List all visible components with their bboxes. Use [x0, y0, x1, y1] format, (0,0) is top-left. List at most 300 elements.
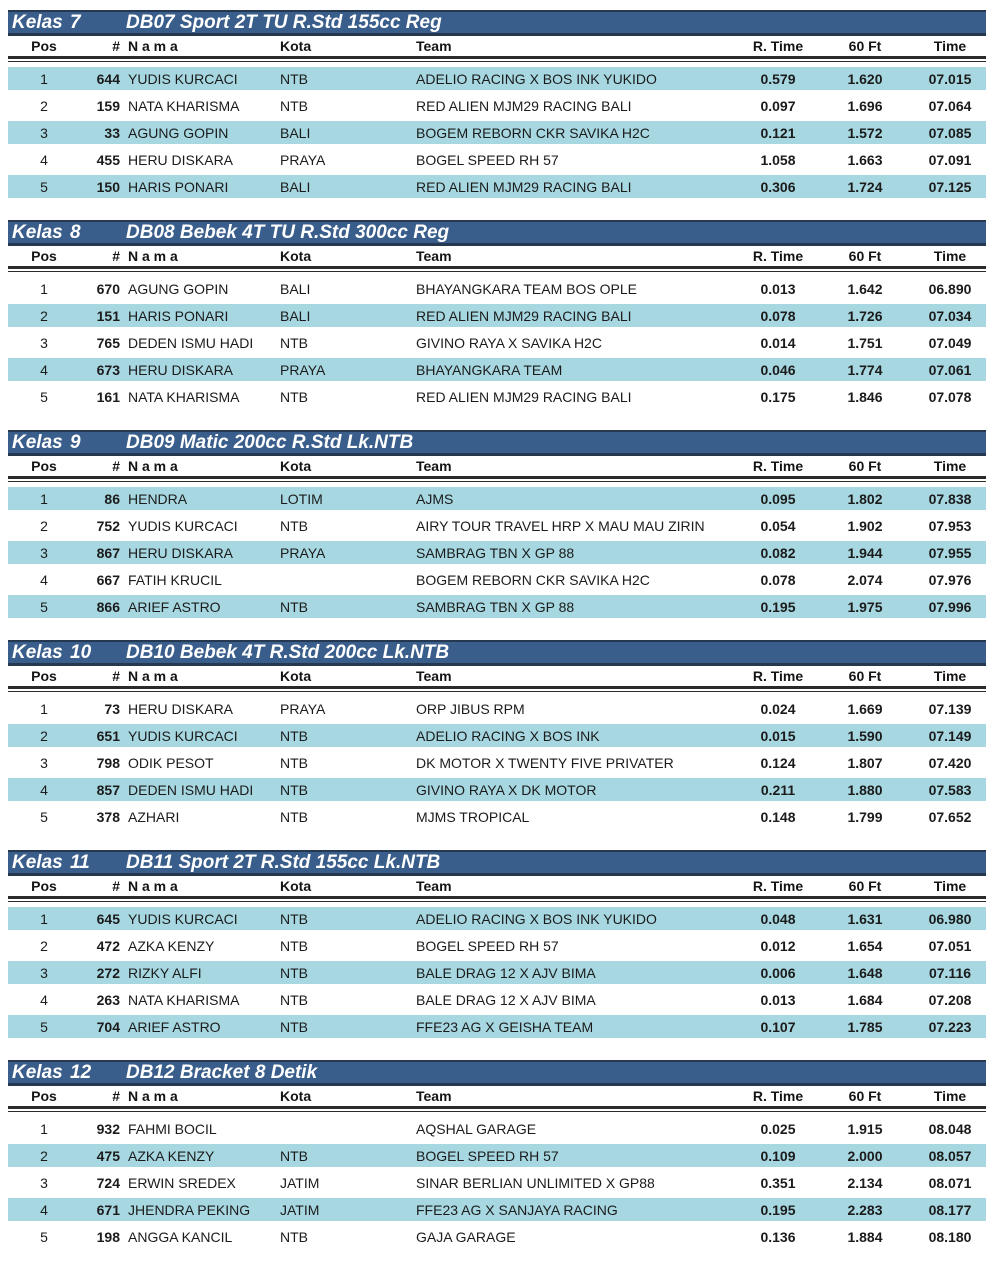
column-header-number: # [112, 458, 120, 474]
kelas-label: Kelas [12, 1062, 63, 1083]
cell-rtime: 0.121 [760, 124, 796, 141]
cell-kota: NTB [280, 754, 308, 771]
cell-kota: PRAYA [280, 361, 326, 378]
cell-60ft: 2.283 [847, 1201, 883, 1218]
result-row [8, 751, 986, 774]
cell-60ft: 1.590 [847, 727, 883, 744]
cell-rtime: 0.148 [760, 808, 796, 825]
column-header-60ft: 60 Ft [848, 458, 882, 474]
cell-time: 07.034 [928, 307, 972, 324]
cell-time: 07.091 [928, 151, 972, 168]
cell-kota: NTB [280, 781, 308, 798]
cell-team: AQSHAL GARAGE [416, 1120, 537, 1137]
column-header-row [8, 876, 986, 896]
cell-60ft: 1.799 [847, 808, 883, 825]
cell-time: 07.078 [928, 388, 972, 405]
cell-time: 08.071 [928, 1174, 972, 1191]
cell-team: SAMBRAG TBN X GP 88 [416, 598, 575, 615]
cell-team: GIVINO RAYA X DK MOTOR [416, 781, 597, 798]
column-header-team: Team [416, 668, 452, 684]
cell-pos: 2 [40, 937, 48, 954]
column-header-pos: Pos [31, 458, 57, 474]
result-row [8, 1171, 986, 1194]
cell-kota: BALI [280, 280, 311, 297]
cell-60ft: 1.724 [847, 178, 883, 195]
cell-time: 07.953 [928, 517, 972, 534]
cell-time: 07.125 [928, 178, 972, 195]
cell-60ft: 2.074 [847, 571, 883, 588]
cell-number: 644 [96, 70, 120, 87]
cell-rtime: 0.579 [760, 70, 796, 87]
cell-kota: NTB [280, 334, 308, 351]
cell-nama: AZKA KENZY [128, 1147, 215, 1164]
cell-pos: 1 [40, 1120, 48, 1137]
cell-team: RED ALIEN MJM29 RACING BALI [416, 178, 632, 195]
cell-60ft: 1.642 [847, 280, 883, 297]
cell-rtime: 0.025 [760, 1120, 796, 1137]
cell-pos: 3 [40, 124, 48, 141]
cell-number: 33 [104, 124, 120, 141]
kelas-header-bar [8, 850, 986, 876]
cell-team: BOGEL SPEED RH 57 [416, 1147, 559, 1164]
cell-pos: 1 [40, 490, 48, 507]
cell-60ft: 2.134 [847, 1174, 883, 1191]
column-header-number: # [112, 248, 120, 264]
cell-nama: DEDEN ISMU HADI [128, 334, 254, 351]
column-header-kota: Kota [280, 458, 312, 474]
cell-pos: 2 [40, 727, 48, 744]
cell-time: 07.583 [928, 781, 972, 798]
cell-60ft: 1.631 [847, 910, 883, 927]
cell-pos: 1 [40, 70, 48, 87]
cell-60ft: 1.648 [847, 964, 883, 981]
result-row [8, 724, 986, 747]
cell-team: BOGEL SPEED RH 57 [416, 937, 559, 954]
cell-kota: NTB [280, 727, 308, 744]
cell-team: ADELIO RACING X BOS INK YUKIDO [416, 910, 657, 927]
cell-60ft: 1.807 [847, 754, 883, 771]
cell-kota: JATIM [280, 1174, 320, 1191]
cell-60ft: 1.944 [847, 544, 883, 561]
kelas-title: DB12 Bracket 8 Detik [126, 1062, 318, 1083]
cell-time: 07.061 [928, 361, 972, 378]
header-rule [8, 1106, 986, 1112]
cell-team: GAJA GARAGE [416, 1228, 516, 1245]
cell-60ft: 1.751 [847, 334, 883, 351]
kelas-label: Kelas [12, 222, 63, 243]
result-row [8, 385, 986, 408]
cell-pos: 3 [40, 1174, 48, 1191]
column-header-rtime: R. Time [752, 248, 804, 264]
cell-60ft: 1.774 [847, 361, 883, 378]
cell-nama: NATA KHARISMA [128, 388, 240, 405]
kelas-section [8, 850, 986, 1038]
column-header-kota: Kota [280, 1088, 312, 1104]
cell-number: 765 [96, 334, 120, 351]
column-header-row [8, 666, 986, 686]
cell-pos: 3 [40, 754, 48, 771]
column-header-time: Time [933, 878, 967, 894]
cell-rtime: 0.006 [760, 964, 796, 981]
cell-kota: NTB [280, 910, 308, 927]
kelas-section [8, 430, 986, 618]
column-header-rtime: R. Time [752, 458, 804, 474]
cell-60ft: 1.572 [847, 124, 883, 141]
cell-team: RED ALIEN MJM29 RACING BALI [416, 388, 632, 405]
cell-team: BALE DRAG 12 X AJV BIMA [416, 991, 596, 1008]
cell-nama: RIZKY ALFI [128, 964, 202, 981]
cell-kota: NTB [280, 598, 308, 615]
cell-kota: NTB [280, 70, 308, 87]
cell-nama: HENDRA [128, 490, 188, 507]
cell-team: MJMS TROPICAL [416, 808, 530, 825]
cell-rtime: 0.013 [760, 280, 796, 297]
cell-team: AJMS [416, 490, 454, 507]
kelas-header-bar [8, 220, 986, 246]
cell-time: 08.177 [928, 1201, 972, 1218]
cell-time: 06.980 [928, 910, 972, 927]
cell-time: 07.996 [928, 598, 972, 615]
cell-60ft: 1.846 [847, 388, 883, 405]
cell-nama: FAHMI BOCIL [128, 1120, 217, 1137]
cell-pos: 5 [40, 598, 48, 615]
column-header-number: # [112, 878, 120, 894]
cell-60ft: 1.880 [847, 781, 883, 798]
cell-60ft: 1.663 [847, 151, 883, 168]
cell-pos: 4 [40, 571, 48, 588]
kelas-number: 8 [70, 222, 81, 243]
cell-time: 07.208 [928, 991, 972, 1008]
column-header-60ft: 60 Ft [848, 878, 882, 894]
cell-number: 73 [104, 700, 120, 717]
cell-pos: 3 [40, 544, 48, 561]
kelas-title: DB09 Matic 200cc R.Std Lk.NTB [126, 432, 414, 453]
cell-number: 671 [96, 1201, 120, 1218]
column-header-nama: N a m a [128, 1088, 178, 1104]
kelas-section [8, 1060, 986, 1248]
column-header-nama: N a m a [128, 248, 178, 264]
cell-nama: HARIS PONARI [128, 178, 229, 195]
result-rows [8, 1117, 986, 1248]
cell-rtime: 0.095 [760, 490, 796, 507]
cell-number: 867 [96, 544, 120, 561]
result-row [8, 961, 986, 984]
cell-60ft: 2.000 [847, 1147, 883, 1164]
cell-time: 07.064 [928, 97, 972, 114]
cell-team: SINAR BERLIAN UNLIMITED X GP88 [416, 1174, 655, 1191]
header-rule [8, 896, 986, 902]
cell-kota: NTB [280, 1018, 308, 1035]
cell-team: FFE23 AG X GEISHA TEAM [416, 1018, 594, 1035]
result-row [8, 1225, 986, 1248]
cell-time: 07.838 [928, 490, 972, 507]
result-row [8, 67, 986, 90]
kelas-label: Kelas [12, 852, 63, 873]
cell-60ft: 1.802 [847, 490, 883, 507]
cell-number: 150 [96, 178, 120, 195]
cell-rtime: 0.054 [760, 517, 796, 534]
cell-rtime: 0.124 [760, 754, 796, 771]
cell-pos: 5 [40, 178, 48, 195]
cell-nama: AZKA KENZY [128, 937, 215, 954]
cell-nama: AZHARI [128, 808, 180, 825]
cell-team: ORP JIBUS RPM [416, 700, 525, 717]
kelas-number: 7 [70, 12, 81, 33]
cell-60ft: 1.654 [847, 937, 883, 954]
cell-rtime: 0.195 [760, 598, 796, 615]
cell-time: 07.223 [928, 1018, 972, 1035]
cell-kota: NTB [280, 937, 308, 954]
cell-team: ADELIO RACING X BOS INK YUKIDO [416, 70, 657, 87]
cell-team: RED ALIEN MJM29 RACING BALI [416, 97, 632, 114]
column-header-nama: N a m a [128, 878, 178, 894]
result-rows [8, 487, 986, 618]
cell-60ft: 1.696 [847, 97, 883, 114]
cell-kota: PRAYA [280, 544, 326, 561]
result-row [8, 568, 986, 591]
cell-rtime: 0.078 [760, 571, 796, 588]
cell-rtime: 0.046 [760, 361, 796, 378]
cell-nama: YUDIS KURCACI [128, 70, 238, 87]
cell-pos: 1 [40, 280, 48, 297]
cell-number: 673 [96, 361, 120, 378]
cell-time: 07.139 [928, 700, 972, 717]
cell-60ft: 1.620 [847, 70, 883, 87]
cell-number: 651 [96, 727, 120, 744]
result-row [8, 541, 986, 564]
column-header-row [8, 246, 986, 266]
result-row [8, 907, 986, 930]
cell-60ft: 1.884 [847, 1228, 883, 1245]
result-row [8, 697, 986, 720]
cell-time: 07.015 [928, 70, 972, 87]
cell-pos: 5 [40, 1228, 48, 1245]
column-header-row [8, 1086, 986, 1106]
cell-team: ADELIO RACING X BOS INK [416, 727, 600, 744]
kelas-header-bar [8, 10, 986, 36]
result-row [8, 1144, 986, 1167]
cell-team: BOGEM REBORN CKR SAVIKA H2C [416, 571, 650, 588]
cell-kota: NTB [280, 1147, 308, 1164]
kelas-section [8, 220, 986, 408]
cell-time: 07.085 [928, 124, 972, 141]
kelas-label: Kelas [12, 432, 63, 453]
cell-kota: LOTIM [280, 490, 323, 507]
kelas-title: DB08 Bebek 4T TU R.Std 300cc Reg [126, 222, 450, 243]
cell-team: AIRY TOUR TRAVEL HRP X MAU MAU ZIRIN [416, 517, 705, 534]
cell-nama: NATA KHARISMA [128, 991, 240, 1008]
cell-nama: ANGGA KANCIL [128, 1228, 233, 1245]
cell-nama: ARIEF ASTRO [128, 598, 221, 615]
column-header-time: Time [933, 668, 967, 684]
kelas-label: Kelas [12, 12, 63, 33]
column-header-kota: Kota [280, 248, 312, 264]
cell-nama: ERWIN SREDEX [128, 1174, 236, 1191]
cell-time: 07.652 [928, 808, 972, 825]
cell-kota: BALI [280, 178, 311, 195]
column-header-number: # [112, 1088, 120, 1104]
column-header-60ft: 60 Ft [848, 38, 882, 54]
cell-kota: NTB [280, 808, 308, 825]
cell-pos: 5 [40, 808, 48, 825]
cell-nama: AGUNG GOPIN [128, 280, 229, 297]
result-row [8, 121, 986, 144]
cell-rtime: 0.082 [760, 544, 796, 561]
kelas-label: Kelas [12, 642, 63, 663]
cell-time: 07.976 [928, 571, 972, 588]
column-header-60ft: 60 Ft [848, 668, 882, 684]
cell-nama: HARIS PONARI [128, 307, 229, 324]
kelas-header-bar [8, 430, 986, 456]
column-header-kota: Kota [280, 668, 312, 684]
cell-kota: NTB [280, 388, 308, 405]
column-header-row [8, 36, 986, 56]
column-header-60ft: 60 Ft [848, 248, 882, 264]
cell-rtime: 0.012 [760, 937, 796, 954]
cell-time: 07.420 [928, 754, 972, 771]
cell-60ft: 1.785 [847, 1018, 883, 1035]
cell-rtime: 0.015 [760, 727, 796, 744]
cell-nama: HERU DISKARA [128, 544, 234, 561]
cell-time: 07.049 [928, 334, 972, 351]
cell-number: 752 [96, 517, 120, 534]
result-row [8, 175, 986, 198]
cell-nama: HERU DISKARA [128, 361, 234, 378]
cell-60ft: 1.975 [847, 598, 883, 615]
cell-time: 08.048 [928, 1120, 972, 1137]
cell-number: 263 [96, 991, 120, 1008]
kelas-number: 12 [70, 1062, 92, 1083]
column-header-rtime: R. Time [752, 1088, 804, 1104]
cell-pos: 5 [40, 388, 48, 405]
cell-rtime: 0.024 [760, 700, 796, 717]
result-row [8, 94, 986, 117]
cell-number: 645 [96, 910, 120, 927]
cell-kota: BALI [280, 124, 311, 141]
column-header-nama: N a m a [128, 38, 178, 54]
cell-60ft: 1.902 [847, 517, 883, 534]
cell-rtime: 0.351 [760, 1174, 796, 1191]
result-row [8, 988, 986, 1011]
cell-rtime: 0.109 [760, 1147, 796, 1164]
result-row [8, 331, 986, 354]
cell-nama: JHENDRA PEKING [128, 1201, 251, 1218]
cell-nama: YUDIS KURCACI [128, 517, 238, 534]
cell-pos: 1 [40, 700, 48, 717]
kelas-title: DB07 Sport 2T TU R.Std 155cc Reg [126, 12, 442, 33]
column-header-time: Time [933, 458, 967, 474]
kelas-title: DB11 Sport 2T R.Std 155cc Lk.NTB [126, 852, 441, 873]
cell-kota: NTB [280, 964, 308, 981]
result-row [8, 1015, 986, 1038]
cell-time: 07.955 [928, 544, 972, 561]
cell-nama: FATIH KRUCIL [128, 571, 222, 588]
cell-team: BALE DRAG 12 X AJV BIMA [416, 964, 596, 981]
column-header-team: Team [416, 248, 452, 264]
cell-number: 86 [104, 490, 120, 507]
cell-team: FFE23 AG X SANJAYA RACING [416, 1201, 618, 1218]
column-header-team: Team [416, 878, 452, 894]
cell-pos: 3 [40, 334, 48, 351]
cell-rtime: 0.097 [760, 97, 796, 114]
column-header-team: Team [416, 38, 452, 54]
cell-team: RED ALIEN MJM29 RACING BALI [416, 307, 632, 324]
result-row [8, 148, 986, 171]
cell-nama: YUDIS KURCACI [128, 727, 238, 744]
result-row [8, 358, 986, 381]
cell-rtime: 0.136 [760, 1228, 796, 1245]
cell-nama: HERU DISKARA [128, 151, 234, 168]
cell-nama: ARIEF ASTRO [128, 1018, 221, 1035]
result-row [8, 514, 986, 537]
result-rows [8, 67, 986, 198]
result-row [8, 277, 986, 300]
cell-number: 159 [96, 97, 120, 114]
cell-pos: 5 [40, 1018, 48, 1035]
result-row [8, 805, 986, 828]
cell-nama: HERU DISKARA [128, 700, 234, 717]
cell-number: 667 [96, 571, 120, 588]
cell-time: 08.057 [928, 1147, 972, 1164]
cell-60ft: 1.726 [847, 307, 883, 324]
cell-kota: NTB [280, 991, 308, 1008]
column-header-kota: Kota [280, 878, 312, 894]
result-row [8, 934, 986, 957]
cell-rtime: 0.014 [760, 334, 796, 351]
kelas-header-bar [8, 640, 986, 666]
cell-number: 475 [96, 1147, 120, 1164]
cell-60ft: 1.915 [847, 1120, 883, 1137]
cell-number: 798 [96, 754, 120, 771]
cell-number: 704 [96, 1018, 120, 1035]
column-header-time: Time [933, 248, 967, 264]
cell-time: 07.051 [928, 937, 972, 954]
result-row [8, 487, 986, 510]
column-header-team: Team [416, 458, 452, 474]
kelas-header-bar [8, 1060, 986, 1086]
cell-team: SAMBRAG TBN X GP 88 [416, 544, 575, 561]
cell-pos: 4 [40, 991, 48, 1008]
cell-pos: 4 [40, 781, 48, 798]
cell-nama: YUDIS KURCACI [128, 910, 238, 927]
column-header-pos: Pos [31, 878, 57, 894]
result-row [8, 778, 986, 801]
cell-team: DK MOTOR X TWENTY FIVE PRIVATER [416, 754, 674, 771]
cell-kota: BALI [280, 307, 311, 324]
cell-number: 670 [96, 280, 120, 297]
cell-pos: 2 [40, 1147, 48, 1164]
column-header-60ft: 60 Ft [848, 1088, 882, 1104]
cell-time: 08.180 [928, 1228, 972, 1245]
result-rows [8, 907, 986, 1038]
cell-number: 724 [96, 1174, 120, 1191]
column-header-number: # [112, 38, 120, 54]
column-header-rtime: R. Time [752, 38, 804, 54]
cell-time: 07.149 [928, 727, 972, 744]
column-header-kota: Kota [280, 38, 312, 54]
cell-rtime: 0.107 [760, 1018, 796, 1035]
result-row [8, 304, 986, 327]
cell-number: 272 [96, 964, 120, 981]
kelas-number: 10 [70, 642, 92, 663]
cell-rtime: 1.058 [760, 151, 796, 168]
kelas-section [8, 640, 986, 828]
cell-rtime: 0.078 [760, 307, 796, 324]
cell-kota: NTB [280, 517, 308, 534]
cell-time: 07.116 [928, 964, 972, 981]
cell-rtime: 0.048 [760, 910, 796, 927]
header-rule [8, 686, 986, 692]
